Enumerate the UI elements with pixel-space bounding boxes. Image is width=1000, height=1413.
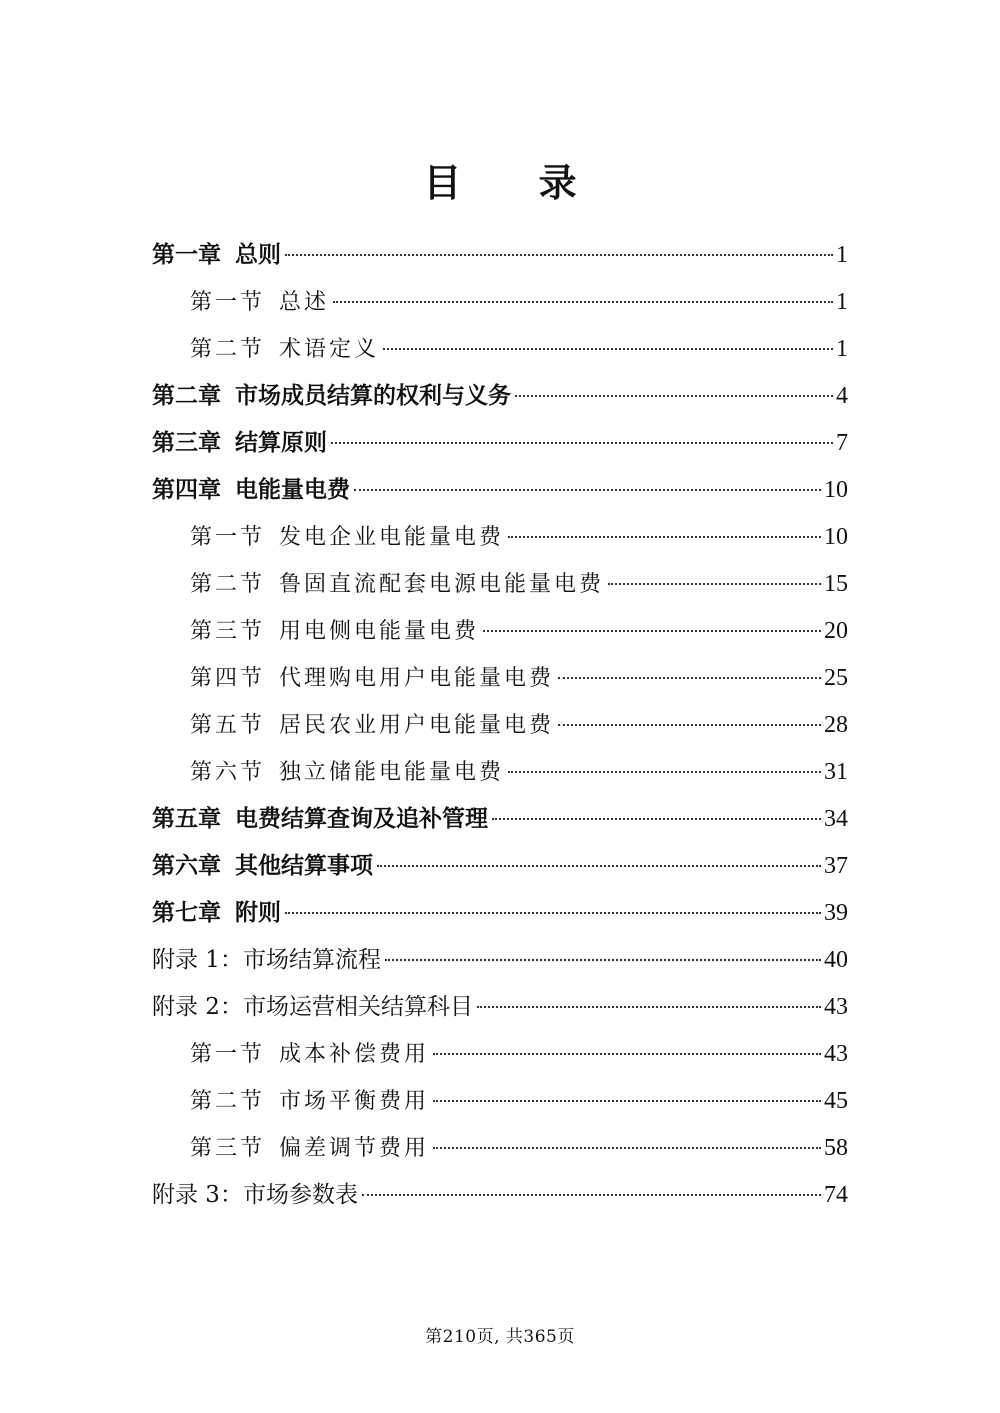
dot-leader (377, 865, 821, 867)
toc-entry-title: 术语定义 (279, 337, 380, 362)
toc-entry-section[interactable] (152, 608, 848, 655)
toc-entry-number: 第五章 (152, 806, 221, 832)
toc-entry-title: 代理购电用户电能量电费 (279, 666, 555, 691)
toc-entry-page-number: 10 (824, 524, 848, 550)
toc-entry-chapter[interactable] (152, 796, 848, 843)
dot-leader (285, 912, 821, 914)
toc-entry-page-number: 40 (824, 947, 848, 973)
table-of-contents (152, 232, 848, 1219)
toc-entry-appendix[interactable] (152, 937, 848, 984)
toc-entry-label (152, 232, 281, 279)
toc-entry-section[interactable] (152, 749, 848, 796)
toc-entry-page-number: 45 (824, 1088, 848, 1114)
toc-entry-chapter[interactable] (152, 232, 848, 279)
toc-entry-section[interactable] (152, 514, 848, 561)
toc-entry-number: 第二节 (190, 1089, 266, 1114)
toc-entry-label (152, 420, 327, 467)
toc-entry-title: 居民农业用户电能量电费 (279, 713, 555, 738)
toc-entry-page-number: 7 (836, 430, 848, 456)
toc-entry-label (190, 561, 604, 608)
toc-entry-label (190, 749, 504, 796)
toc-entry-page-number: 15 (824, 571, 848, 597)
toc-entry-label (190, 514, 504, 561)
toc-entry-number: 第四章 (152, 477, 221, 503)
toc-entry-number: 第三节 (190, 619, 266, 644)
dot-leader (558, 677, 821, 679)
toc-entry-label (152, 1172, 358, 1219)
toc-entry-label (190, 655, 554, 702)
toc-entry-number: 第一节 (190, 1042, 266, 1067)
toc-entry-label (190, 1125, 429, 1172)
toc-entry-title: 用电侧电能量电费 (279, 619, 480, 644)
toc-entry-page-number: 4 (836, 383, 848, 409)
toc-entry-title: 其他结算事项 (235, 853, 373, 879)
toc-entry-page-number: 31 (824, 759, 848, 785)
toc-entry-number: 第六节 (190, 760, 266, 785)
toc-entry-page-number: 28 (824, 712, 848, 738)
dot-leader (492, 818, 821, 820)
toc-entry-label (152, 843, 373, 890)
dot-leader (477, 1006, 821, 1008)
toc-entry-number: 第三章 (152, 430, 221, 456)
toc-entry-number: 第三节 (190, 1136, 266, 1161)
toc-entry-label (190, 1078, 429, 1125)
toc-entry-number: 第二节 (190, 337, 266, 362)
toc-entry-number: 附录 1： (152, 947, 243, 973)
toc-entry-label (190, 1031, 429, 1078)
toc-entry-section[interactable] (152, 1078, 848, 1125)
toc-entry-label (190, 702, 554, 749)
toc-entry-number: 第一节 (190, 525, 266, 550)
toc-entry-appendix[interactable] (152, 984, 848, 1031)
toc-entry-number: 第一章 (152, 242, 221, 268)
dot-leader (331, 442, 833, 444)
toc-entry-number: 第四节 (190, 666, 266, 691)
toc-entry-chapter[interactable] (152, 373, 848, 420)
dot-leader (608, 583, 821, 585)
dot-leader (433, 1100, 821, 1102)
toc-entry-title: 发电企业电能量电费 (279, 525, 505, 550)
toc-entry-title: 电能量电费 (235, 477, 350, 503)
toc-entry-section[interactable] (152, 1125, 848, 1172)
dot-leader (508, 771, 821, 773)
toc-entry-page-number: 58 (824, 1135, 848, 1161)
dot-leader (285, 254, 833, 256)
toc-entry-page-number: 43 (824, 1041, 848, 1067)
toc-entry-label (152, 373, 511, 420)
dot-leader (354, 489, 821, 491)
toc-entry-number: 第二章 (152, 383, 221, 409)
toc-entry-title: 总则 (235, 242, 281, 268)
toc-entry-section[interactable] (152, 655, 848, 702)
toc-entry-title: 市场运营相关结算科目 (242, 994, 473, 1020)
toc-entry-page-number: 43 (824, 994, 848, 1020)
toc-entry-page-number: 20 (824, 618, 848, 644)
toc-entry-section[interactable] (152, 279, 848, 326)
toc-entry-label (190, 326, 379, 373)
toc-entry-section[interactable] (152, 1031, 848, 1078)
toc-entry-label (152, 937, 381, 984)
toc-entry-page-number: 37 (824, 853, 848, 879)
toc-entry-section[interactable] (152, 326, 848, 373)
toc-entry-title: 鲁固直流配套电源电能量电费 (279, 572, 605, 597)
toc-entry-label (190, 608, 479, 655)
toc-entry-title: 市场成员结算的权利与义务 (235, 383, 511, 409)
toc-entry-page-number: 39 (824, 900, 848, 926)
toc-entry-label (152, 796, 488, 843)
toc-entry-number: 附录 2： (152, 994, 243, 1020)
toc-entry-chapter[interactable] (152, 420, 848, 467)
toc-entry-section[interactable] (152, 561, 848, 608)
toc-entry-title: 市场结算流程 (242, 947, 381, 973)
toc-entry-title: 市场平衡费用 (279, 1089, 430, 1114)
toc-entry-number: 第一节 (190, 290, 266, 315)
toc-entry-label (152, 890, 281, 937)
toc-entry-title: 总述 (279, 290, 330, 315)
toc-entry-label (152, 984, 473, 1031)
toc-entry-page-number: 10 (824, 477, 848, 503)
toc-entry-page-number: 34 (824, 806, 848, 832)
dot-leader (433, 1147, 821, 1149)
toc-entry-title: 市场参数表 (242, 1182, 358, 1208)
dot-leader (433, 1053, 821, 1055)
dot-leader (385, 959, 821, 961)
toc-entry-number: 第五节 (190, 713, 266, 738)
toc-entry-page-number: 1 (836, 336, 848, 362)
toc-entry-title: 结算原则 (235, 430, 327, 456)
toc-entry-page-number: 25 (824, 665, 848, 691)
page-footer: 第210页, 共365页 (425, 1327, 575, 1347)
toc-entry-chapter[interactable] (152, 843, 848, 890)
toc-entry-title: 电费结算查询及追补管理 (235, 806, 488, 832)
toc-entry-number: 附录 3： (152, 1182, 243, 1208)
toc-entry-title: 偏差调节费用 (279, 1136, 430, 1161)
dot-leader (558, 724, 821, 726)
toc-entry-page-number: 1 (836, 242, 848, 268)
dot-leader (383, 348, 833, 350)
dot-leader (508, 536, 821, 538)
dot-leader (333, 301, 833, 303)
toc-entry-label (152, 467, 350, 514)
toc-entry-number: 第七章 (152, 900, 221, 926)
toc-entry-number: 第六章 (152, 853, 221, 879)
toc-entry-page-number: 1 (836, 289, 848, 315)
toc-entry-title: 成本补偿费用 (279, 1042, 430, 1067)
toc-entry-appendix[interactable] (152, 1172, 848, 1219)
toc-entry-chapter[interactable] (152, 467, 848, 514)
toc-entry-title: 附则 (235, 900, 281, 926)
dot-leader (515, 395, 833, 397)
toc-entry-label (190, 279, 329, 326)
dot-leader (362, 1194, 821, 1196)
toc-entry-chapter[interactable] (152, 890, 848, 937)
toc-entry-page-number: 74 (824, 1182, 848, 1208)
toc-entry-title: 独立储能电能量电费 (279, 760, 505, 785)
dot-leader (483, 630, 821, 632)
toc-entry-number: 第二节 (190, 572, 266, 597)
toc-entry-section[interactable] (152, 702, 848, 749)
page-title: 目 录 (423, 161, 609, 205)
